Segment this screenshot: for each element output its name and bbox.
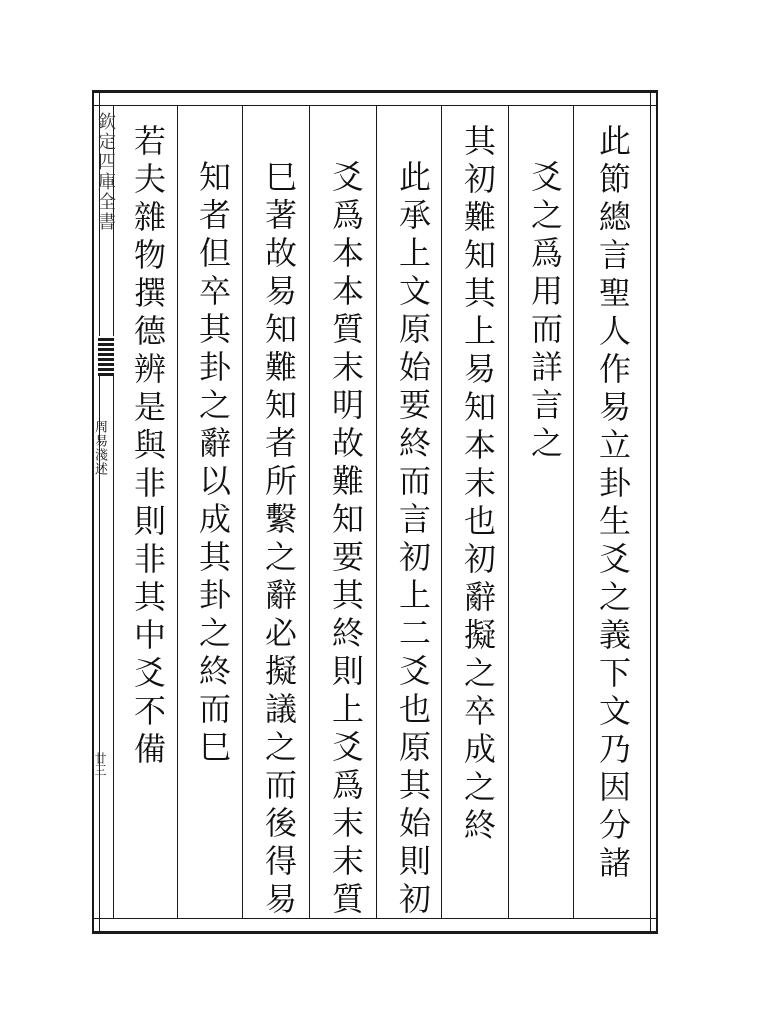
column-rule	[177, 106, 178, 918]
column-rule	[309, 106, 310, 918]
fold-series-title: 欽定四庫全書	[95, 112, 116, 232]
text-column-3: 其初難知其上易知本末也初辭擬之卒成之終	[459, 124, 497, 846]
column-rule	[441, 106, 442, 918]
text-column-6: 巳著故易知難知者所繫之辭必擬議之而後得易	[260, 160, 298, 920]
fold-book-title: 周易淺述	[92, 420, 107, 476]
text-column-7: 知者但卒其卦之辭以成其卦之終而巳	[194, 160, 232, 768]
column-rule	[508, 106, 509, 918]
text-column-8: 若夫雜物撰德辨是與非則非其中爻不備	[129, 124, 167, 770]
fold-page-number: 廿三	[93, 752, 107, 776]
column-rule	[376, 106, 377, 918]
frame-bottom-border	[92, 918, 658, 934]
text-column-1: 此節總言聖人作易立卦生爻之義下文乃因分諸	[594, 124, 632, 884]
frame-right-border	[650, 90, 658, 934]
fish-tail-mark	[98, 336, 114, 376]
text-column-5: 爻爲本本質末明故難知要其終則上爻爲末末質	[327, 160, 365, 920]
frame-top-border	[92, 90, 658, 106]
column-rule	[242, 106, 243, 918]
text-column-4: 此承上文原始要終而言初上二爻也原其始則初	[394, 160, 432, 920]
text-column-2: 爻之爲用而詳言之	[526, 160, 564, 464]
column-rule	[573, 106, 574, 918]
